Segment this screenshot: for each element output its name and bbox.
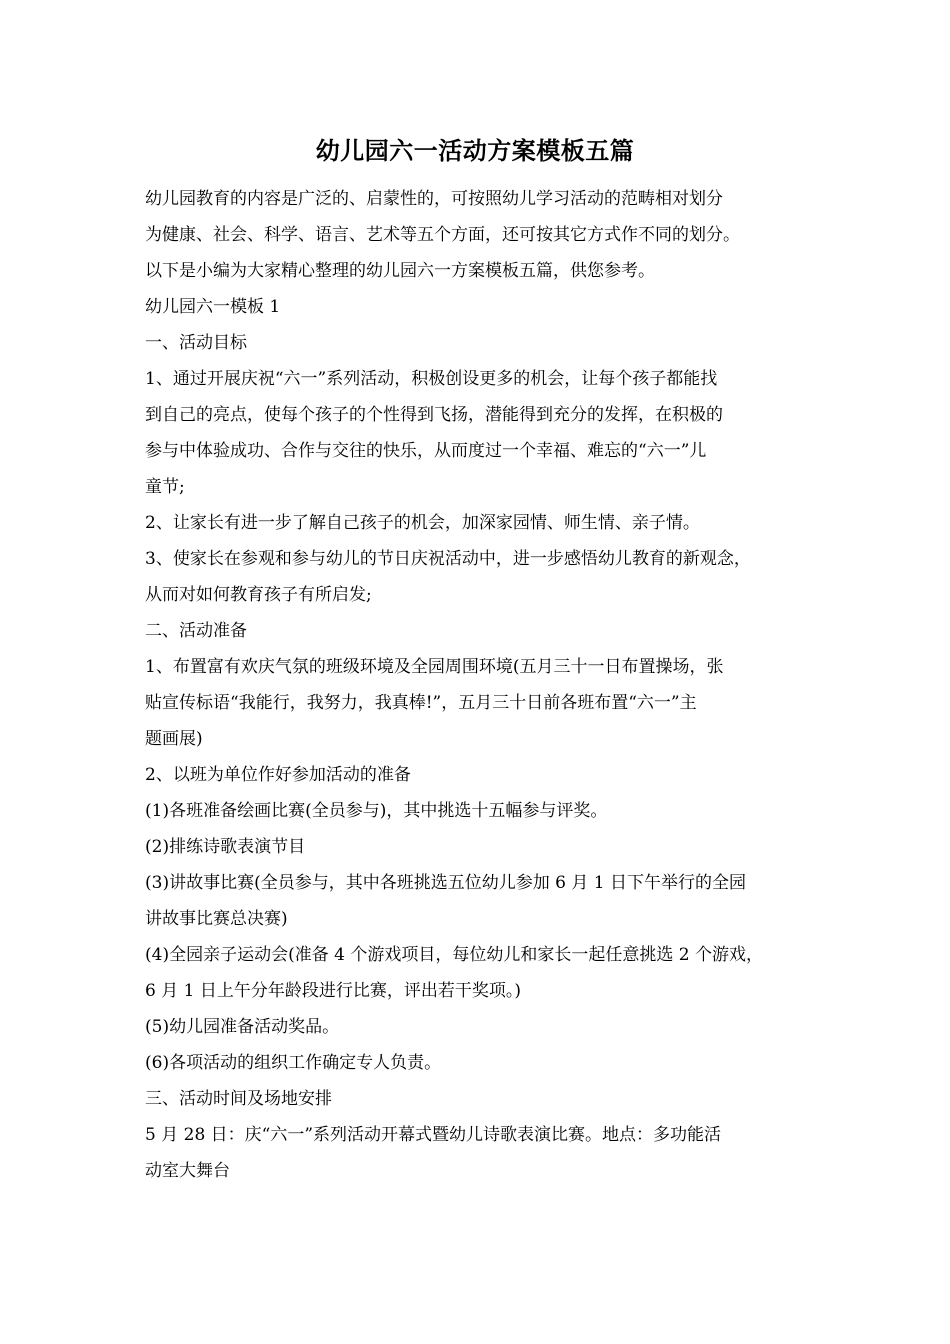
text-line: 幼儿园六一模板 1: [145, 297, 281, 317]
text-line: 参与中体验成功、合作与交往的快乐，从而度过一个幸福、难忘的“六一”儿: [145, 441, 707, 461]
text-line: 童节;: [145, 477, 185, 497]
text-line: 5 月 28 日：庆“六一”系列活动开幕式暨幼儿诗歌表演比赛。地点：多功能活: [145, 1125, 722, 1145]
text-line: 2、以班为单位作好参加活动的准备: [145, 765, 411, 785]
text-line: (3)讲故事比赛(全员参与，其中各班挑选五位幼儿参加 6 月 1 日下午举行的全园: [145, 873, 746, 893]
text-line: 到自己的亮点，使每个孩子的个性得到飞扬，潜能得到充分的发挥，在积极的: [145, 405, 723, 425]
text-line: 1、布置富有欢庆气氛的班级环境及全园周围环境(五月三十一日布置操场，张: [145, 657, 724, 677]
text-line: 动室大舞台: [145, 1161, 230, 1181]
text-line: 题画展): [145, 729, 203, 749]
text-line: (5)幼儿园准备活动奖品。: [145, 1017, 340, 1037]
text-line: (1)各班准备绘画比赛(全员参与)，其中挑选十五幅参与评奖。: [145, 801, 608, 821]
text-line: (4)全园亲子运动会(准备 4 个游戏项目，每位幼儿和家长一起任意挑选 2 个游戏，: [145, 945, 763, 965]
text-line: 一、活动目标: [145, 333, 247, 353]
text-line: 3、使家长在参观和参与幼儿的节日庆祝活动中，进一步感悟幼儿教育的新观念，: [145, 549, 751, 569]
text-line: 幼儿园教育的内容是广泛的、启蒙性的，可按照幼儿学习活动的范畴相对划分: [145, 189, 723, 209]
text-line: 为健康、社会、科学、语言、艺术等五个方面，还可按其它方式作不同的划分。: [145, 225, 740, 245]
text-line: 1、通过开展庆祝“六一”系列活动，积极创设更多的机会，让每个孩子都能找: [145, 369, 718, 389]
text-line: 讲故事比赛总决赛): [145, 909, 288, 929]
text-line: 以下是小编为大家精心整理的幼儿园六一方案模板五篇，供您参考。: [145, 261, 655, 281]
text-line: 三、活动时间及场地安排: [145, 1089, 332, 1109]
text-line: 6 月 1 日上午分年龄段进行比赛，评出若干奖项。): [145, 981, 521, 1001]
text-line: (6)各项活动的组织工作确定专人负责。: [145, 1053, 442, 1073]
text-line: 二、活动准备: [145, 621, 247, 641]
document-title: 幼儿园六一活动方案模板五篇: [315, 136, 635, 165]
text-line: (2)排练诗歌表演节目: [145, 837, 306, 857]
text-line: 2、让家长有进一步了解自己孩子的机会，加深家园情、师生情、亲子情。: [145, 513, 700, 533]
document-body: [145, 181, 820, 1189]
text-line: 从而对如何教育孩子有所启发;: [145, 585, 372, 605]
text-line: 贴宣传标语“我能行，我努力，我真棒!”，五月三十日前各班布置“六一”主: [145, 693, 697, 713]
